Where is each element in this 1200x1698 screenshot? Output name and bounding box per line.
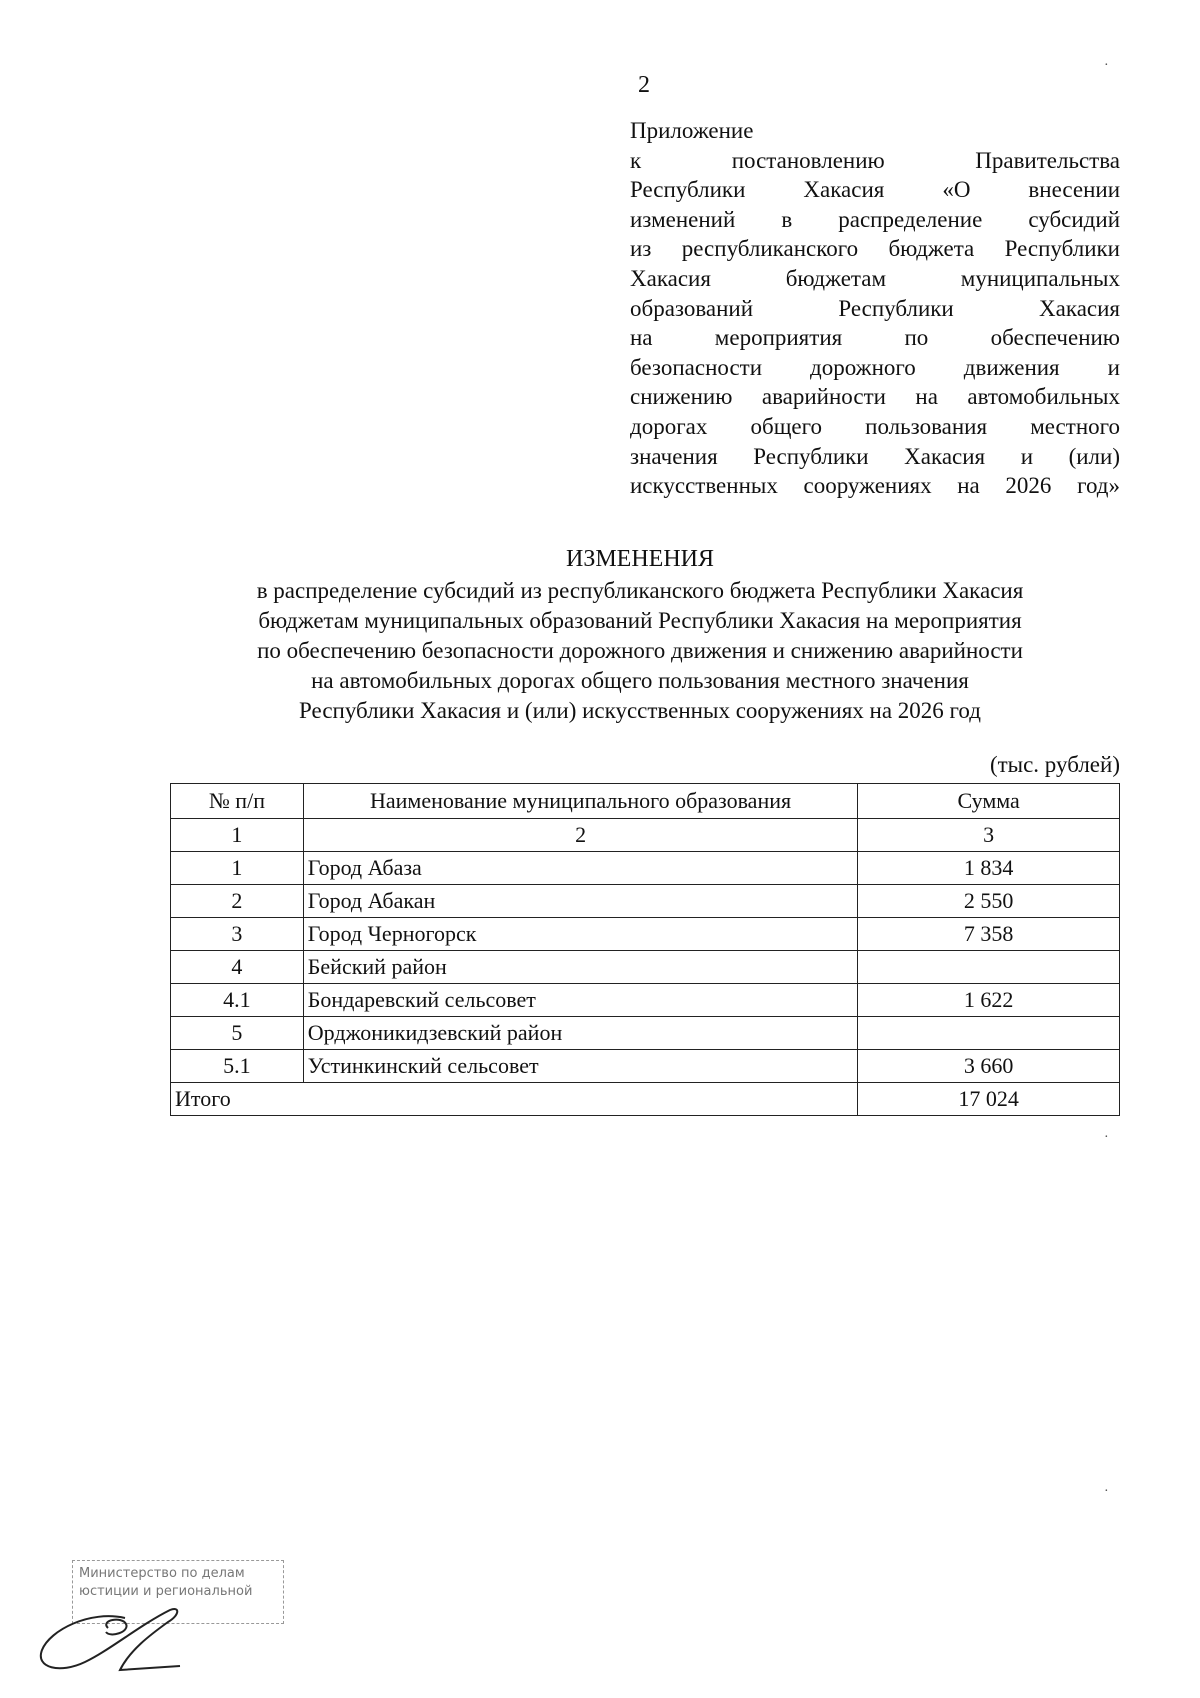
- header-number: № п/п: [171, 784, 304, 819]
- scan-speck: ·: [1104, 58, 1109, 73]
- row-number: 5.1: [171, 1050, 304, 1083]
- table-row: [171, 1017, 1120, 1050]
- appendix-line: на мероприятия по обеспечению: [630, 325, 1120, 351]
- row-sum: 7 358: [858, 918, 1120, 951]
- table-row: [171, 1050, 1120, 1083]
- row-sum: 3 660: [858, 1050, 1120, 1083]
- appendix-line: дорогах общего пользования местного: [630, 413, 1120, 439]
- title-line: по обеспечению безопасности дорожного движения и снижению аварийности: [257, 638, 1023, 663]
- document-title: [160, 544, 1120, 726]
- table-total-row: [171, 1083, 1120, 1116]
- appendix-line: Республики Хакасия «О внесении: [630, 177, 1120, 203]
- row-name: Город Абакан: [303, 885, 858, 918]
- title-line: Республики Хакасия и (или) искусственных сооружениях на 2026 год: [299, 698, 981, 723]
- stamp-line: юстиции и региональной: [79, 1584, 253, 1599]
- title-heading: ИЗМЕНЕНИЯ: [565, 546, 715, 572]
- row-name: Бондаревский сельсовет: [303, 984, 858, 1017]
- header-sum: Сумма: [858, 784, 1120, 819]
- table-row: [171, 918, 1120, 951]
- row-sum: 1 622: [858, 984, 1120, 1017]
- column-number: 1: [171, 819, 304, 852]
- appendix-line: значения Республики Хакасия и (или): [630, 443, 1120, 469]
- total-label: Итого: [171, 1083, 858, 1116]
- allocation-table: [170, 783, 1120, 1116]
- row-number: 5: [171, 1017, 304, 1050]
- column-numbering-row: [171, 819, 1120, 852]
- appendix-block: [630, 116, 1120, 501]
- title-line: бюджетам муниципальных образований Республики Хакасия на мероприятия: [258, 608, 1022, 633]
- table-row: [171, 885, 1120, 918]
- column-number: 2: [303, 819, 858, 852]
- appendix-line: изменений в распределение субсидий: [630, 206, 1120, 232]
- row-number: 3: [171, 918, 304, 951]
- appendix-line: образований Республики Хакасия: [630, 295, 1120, 321]
- row-number: 2: [171, 885, 304, 918]
- row-sum: [858, 951, 1120, 984]
- row-number: 4.1: [171, 984, 304, 1017]
- total-sum: 17 024: [858, 1083, 1120, 1116]
- title-line: на автомобильных дорогах общего пользования местного значения: [311, 668, 969, 693]
- stamp-line: Министерство по делам: [79, 1566, 245, 1581]
- page-number: 2: [638, 72, 650, 98]
- appendix-line: из республиканского бюджета Республики: [630, 236, 1120, 262]
- row-name: Устинкинский сельсовет: [303, 1050, 858, 1083]
- appendix-line: к постановлению Правительства: [630, 147, 1120, 173]
- appendix-line: снижению аварийности на автомобильных: [630, 384, 1120, 410]
- header-name: Наименование муниципального образования: [303, 784, 858, 819]
- row-sum: [858, 1017, 1120, 1050]
- signature-icon: [30, 1570, 290, 1680]
- row-number: 1: [171, 852, 304, 885]
- column-number: 3: [858, 819, 1120, 852]
- table-row: [171, 984, 1120, 1017]
- appendix-line: Хакасия бюджетам муниципальных: [630, 265, 1120, 291]
- table-row: [171, 951, 1120, 984]
- row-sum: 1 834: [858, 852, 1120, 885]
- title-line: в распределение субсидий из республиканского бюджета Республики Хакасия: [256, 578, 1024, 603]
- scan-speck: ·: [1104, 1130, 1109, 1145]
- table-row: [171, 852, 1120, 885]
- row-name: Город Абаза: [303, 852, 858, 885]
- appendix-line: безопасности дорожного движения и: [630, 354, 1120, 380]
- appendix-line: Приложение: [630, 118, 754, 143]
- row-name: Орджоникидзевский район: [303, 1017, 858, 1050]
- row-number: 4: [171, 951, 304, 984]
- row-sum: 2 550: [858, 885, 1120, 918]
- appendix-line: искусственных сооружениях на 2026 год»: [630, 473, 1120, 499]
- units-label: (тыс. рублей): [989, 752, 1120, 777]
- scan-speck: ·: [1104, 1484, 1109, 1499]
- row-name: Город Черногорск: [303, 918, 858, 951]
- row-name: Бейский район: [303, 951, 858, 984]
- table-header-row: [171, 784, 1120, 819]
